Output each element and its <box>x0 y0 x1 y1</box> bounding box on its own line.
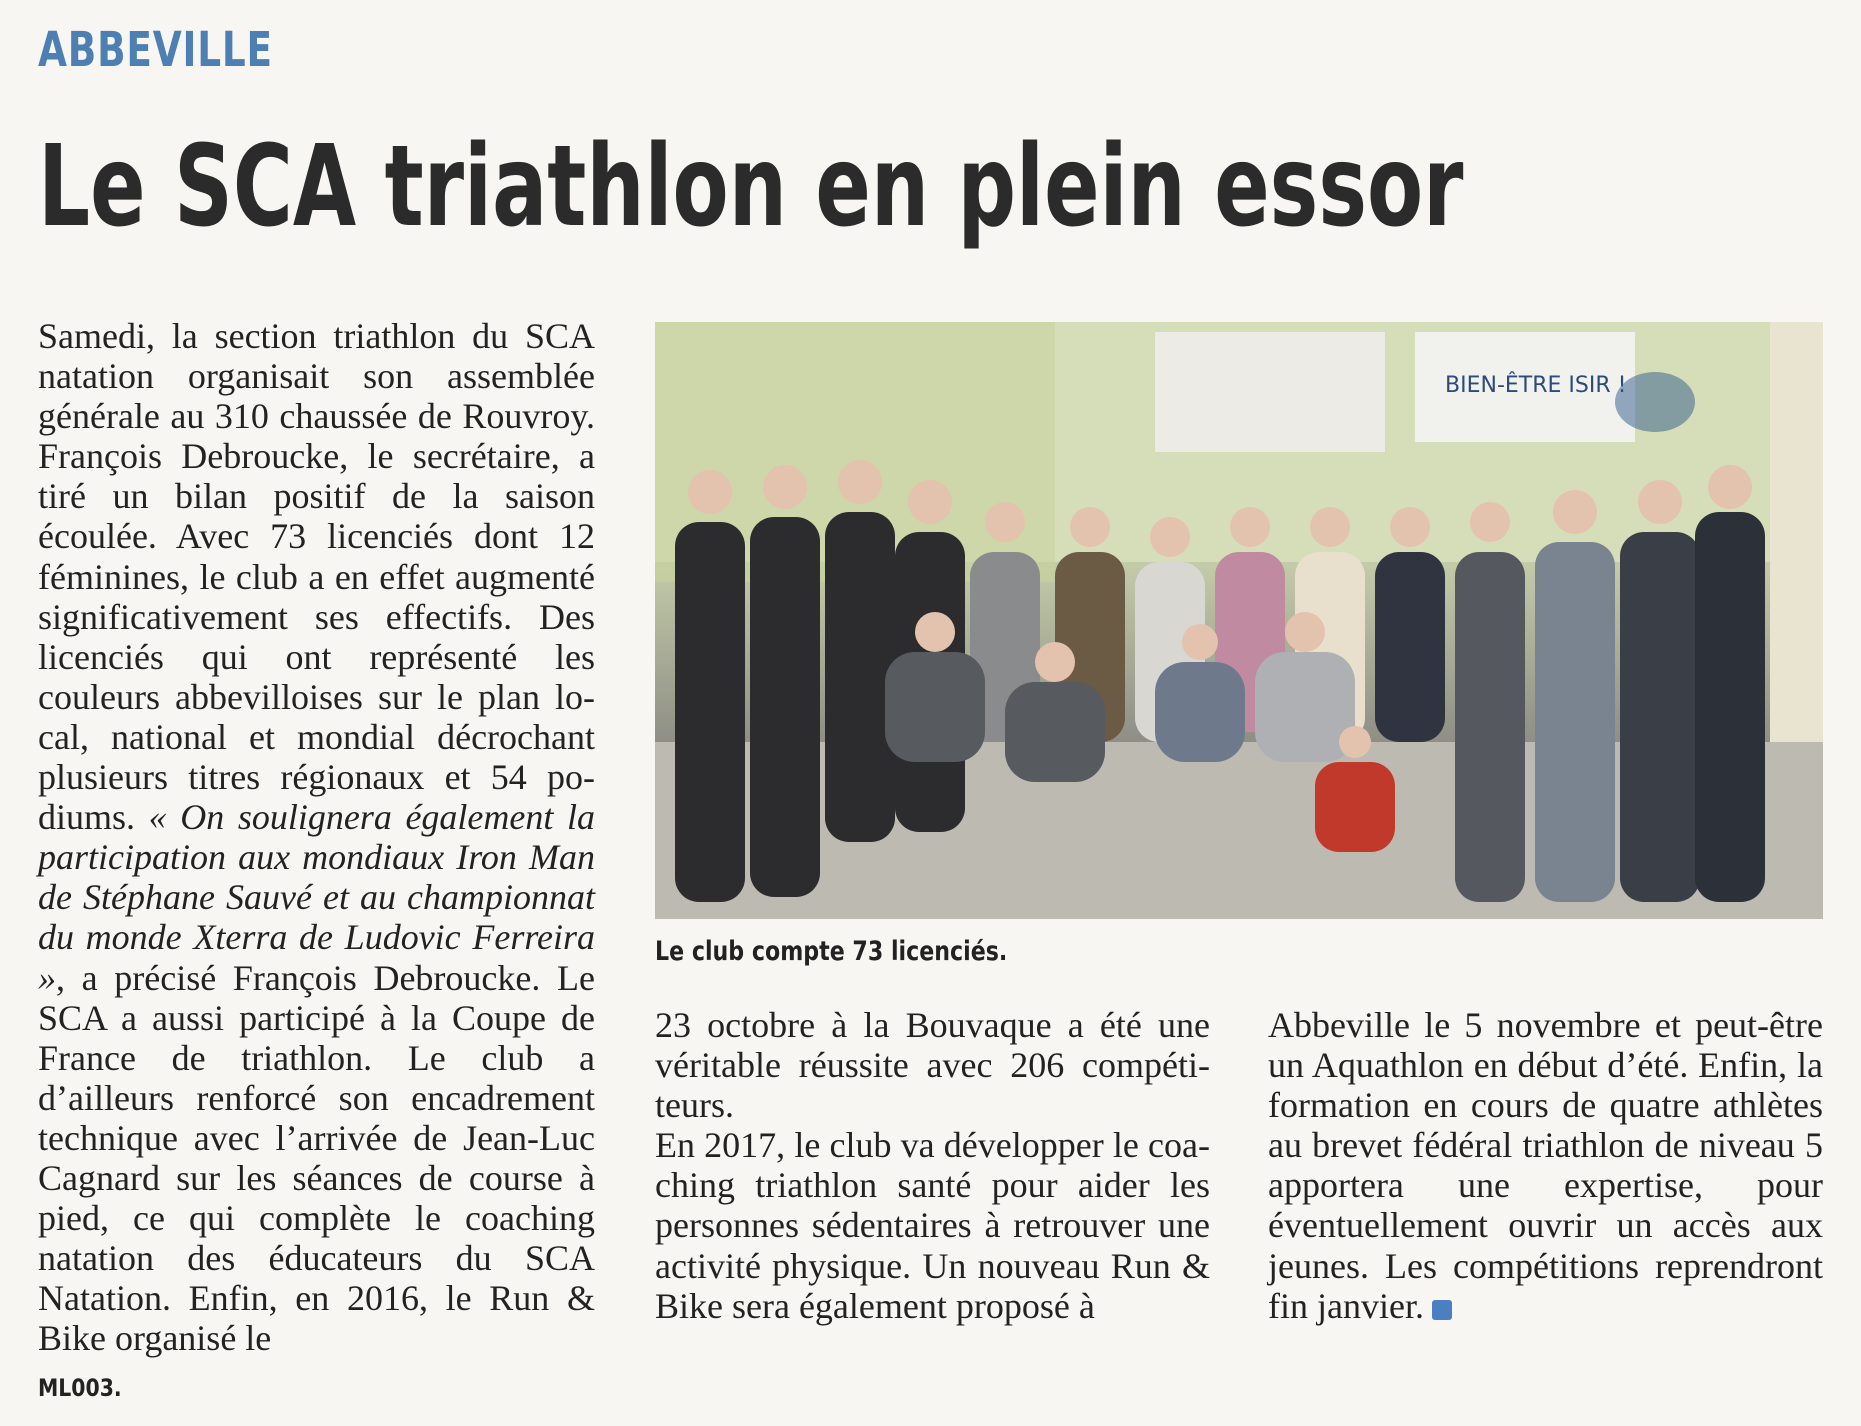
photo-caption: Le club compte 73 licenciés. <box>655 936 1008 967</box>
group-photo-illustration <box>655 322 1823 919</box>
group-photo <box>655 322 1823 919</box>
article-column-3 <box>1268 1005 1823 1326</box>
photo-banner-text: BIEN-ÊTRE ISIR ! <box>1445 373 1627 398</box>
article-paragraph: 23 octobre à la Bouvaque a été une véritable réussite avec 206 compétiteurs. <box>655 1005 1210 1126</box>
article-column-2 <box>655 1005 1210 1326</box>
article-column-1 <box>38 316 595 1359</box>
article-paragraph <box>1268 1005 1823 1326</box>
article-paragraph <box>38 316 595 1358</box>
end-of-article-square-icon <box>1432 1300 1452 1320</box>
headline: Le SCA triathlon en plein essor <box>38 122 1464 252</box>
body-text: Abbeville le 5 novembre et peut-être un Aquathlon en début d’été. Enfin, la formation en cours de quatre athlètes au brevet fédéral triathlon de niveau 5 apportera une expertise, pour éventuellement ouvrir un accès aux jeunes. Les compétitions reprendront fin janvier. <box>1268 1005 1823 1326</box>
body-text: Samedi, la section triathlon du SCA natation organisait son assemblée générale au 310 chaussée de Rouvroy. François Debroucke, le secrétaire, a tiré un bilan positif de la saison écoulée. Avec 73 licenciés dont 12 féminines, le club a en effet augmenté significativement ses effectifs. Des licenciés qui ont représenté les couleurs abbevilloises sur le plan local, national et mondial décrochant plusieurs titres régionaux et 54 podiums. <box>38 316 595 838</box>
section-kicker: ABBEVILLE <box>38 22 273 78</box>
body-text: , a précisé François Debroucke. Le SCA a aussi participé à la Coupe de France de triathlon. Le club a d’ailleurs renforcé son encadrement technique avec l’arrivée de Jean-Luc Cagnard sur les séances de course à pied, ce qui complète le coaching natation des éducateurs du SCA Natation. Enfin, en 2016, le Run & Bike organisé le <box>38 957 595 1359</box>
pull-quote: « On soulignera également la participation aux mondiaux Iron Man de Stéphane Sauvé et au championnat du monde Xterra de Ludovic Ferreira » <box>38 797 595 998</box>
page-footer-code: ML003. <box>38 1374 122 1402</box>
article-paragraph: En 2017, le club va développer le coaching triathlon santé pour aider les personnes sédentaires à retrouver une activité physique. Un nouveau Run & Bike sera également proposé à <box>655 1125 1210 1326</box>
